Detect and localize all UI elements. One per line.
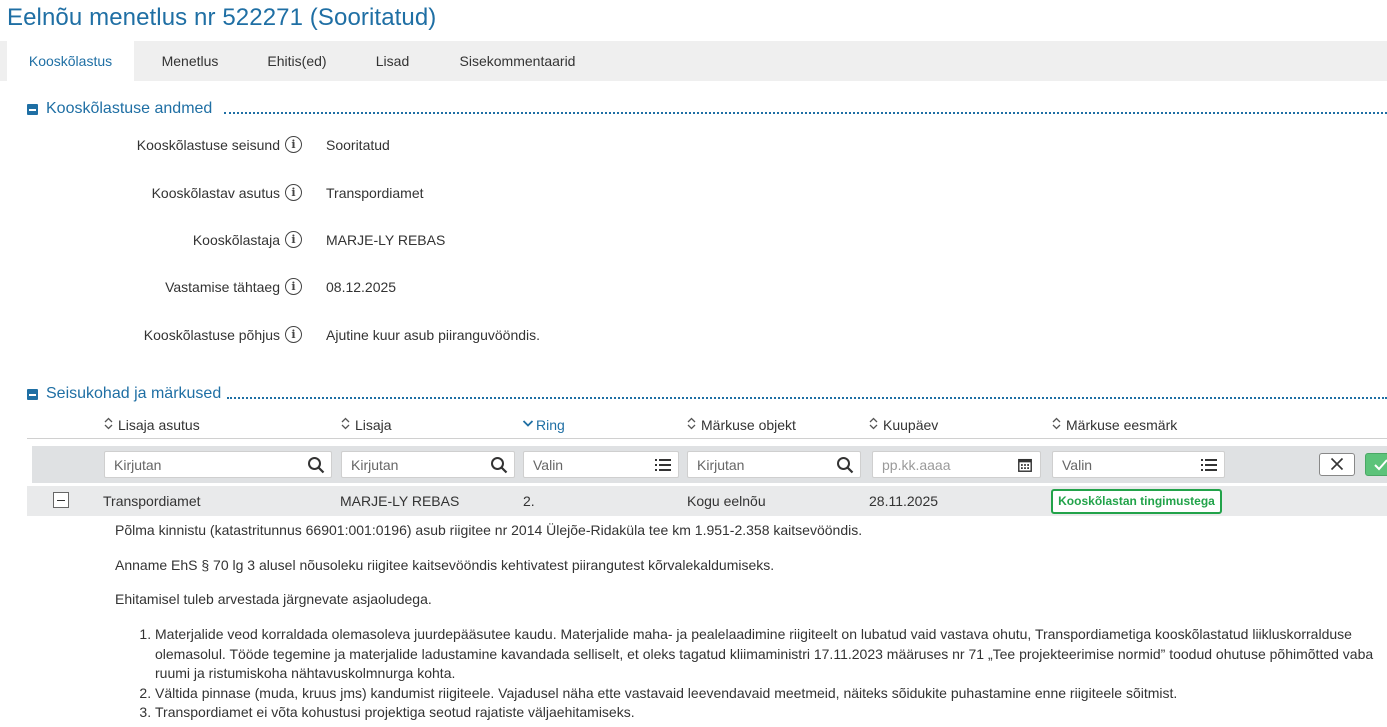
field-label: Kooskõlastuse põhjus [143,327,280,343]
field-value: Ajutine kuur asub piiranguvööndis. [326,327,541,343]
collapse-remarks-button[interactable] [27,389,38,400]
column-header-lisaja[interactable]: Lisaja [341,417,392,433]
cell-kuupaev: 28.11.2025 [869,493,939,509]
filter-kuupaev [872,451,1041,478]
filter-kuupaev-input[interactable] [873,452,1040,477]
sort-icon [687,417,699,433]
check-icon [1366,454,1387,475]
search-icon[interactable] [836,456,854,474]
section-divider [224,112,1387,114]
column-header-ring[interactable]: Ring [522,417,565,433]
table-header [27,414,1387,439]
field-row-kooskolastaja [0,232,1387,254]
list-icon[interactable] [1200,456,1218,474]
field-value: 08.12.2025 [326,279,397,295]
collapse-details-button[interactable] [27,104,38,115]
comment-list [115,625,1385,723]
field-label: Kooskõlastav asutus [151,185,280,201]
apply-filters-button[interactable] [1365,453,1387,476]
sort-icon [341,417,353,433]
column-header-markuse-eesmark[interactable]: Märkuse eesmärk [1052,417,1177,433]
filter-markuse-eesmark-select[interactable] [1053,452,1224,477]
search-icon[interactable] [307,456,325,474]
info-icon[interactable]: i [285,184,302,201]
field-value: Sooritatud [326,137,390,153]
filter-markuse-objekt-input[interactable] [688,452,860,477]
info-icon[interactable]: i [285,326,302,343]
comment-paragraph: Põlma kinnistu (katastritunnus 66901:001:0196) asub riigitee nr 2014 Ülejõe-Ridaküla tee km 1.951-2.358 kaitsevööndis. [115,522,863,538]
calendar-icon[interactable] [1017,457,1033,473]
cell-markuse-objekt: Kogu eelnõu [687,493,766,509]
cell-lisaja: MARJE-LY REBAS [340,493,460,509]
status-badge: Kooskõlastan tingimustega [1051,489,1222,514]
info-icon[interactable]: i [285,136,302,153]
field-value: Transpordiamet [326,185,424,201]
column-header-kuupaev[interactable]: Kuupäev [869,417,938,433]
filter-markuse-objekt [687,451,861,478]
info-icon[interactable]: i [285,231,302,248]
column-header-lisaja-asutus[interactable]: Lisaja asutus [104,417,200,433]
column-header-markuse-objekt[interactable]: Märkuse objekt [687,417,796,433]
field-label: Kooskõlastuse seisund [136,137,280,153]
field-label: Kooskõlastaja [192,232,280,248]
list-item: 1. Materjalide veod korraldada olemasoleva juurdepääsutee kaudu. Materjalide maha- ja pealelaadimine riigiteelt on lubatud vaid vastava ohutu, Transpordiametiga kooskõlastatud liikluskorralduse olemasolul. Tööde tegemine ja materjalide ladustamine kavandada selliselt, et oleks tagatud kliimaministri 17.11.2023 määruses nr 71 „Tee projekteerimise normid” toodud ohutuse põhimõtted vaba ruumi ja ristumiskoha nähtavuskolmnurga kohta. [155,625,1385,684]
tab-ehitised[interactable]: Ehitis(ed) [267,53,327,69]
cell-lisaja-asutus: Transpordiamet [103,493,201,509]
search-icon[interactable] [490,456,508,474]
sort-icon [1052,417,1064,433]
tab-menetlus[interactable]: Menetlus [161,53,219,69]
sort-icon [869,417,881,433]
cell-ring: 2. [523,493,535,509]
section-header-remarks [27,385,1387,405]
chevron-down-icon [522,417,534,433]
filter-ring [523,451,679,478]
filter-markuse-eesmark [1052,451,1225,478]
comment-paragraph: Ehitamisel tuleb arvestada järgnevate asjaoludega. [115,591,432,607]
field-label: Vastamise tähtaeg [165,279,280,295]
sort-icon [104,417,116,433]
filter-lisaja-asutus-input[interactable] [105,452,331,477]
list-icon[interactable] [654,456,672,474]
section-divider [227,397,1387,399]
info-icon[interactable]: i [285,278,302,295]
section-header-details [27,100,1387,120]
filter-lisaja-asutus [104,451,332,478]
tab-kooskolastus[interactable]: Kooskõlastus [7,41,134,81]
page-title: Eelnõu menetlus nr 522271 (Sooritatud) [7,4,437,31]
table-row [27,486,1387,516]
tab-bar [0,41,1387,81]
field-row-seisund [0,137,1387,159]
tab-lisad[interactable]: Lisad [375,53,410,69]
filter-row [32,446,1387,483]
field-row-tahtaeg [0,279,1387,301]
section-title: Seisukohad ja märkused [46,385,222,402]
tab-sisekommentaarid[interactable]: Sisekommentaarid [459,53,576,69]
field-row-pohjus [0,327,1387,349]
collapse-row-button[interactable] [53,492,69,508]
list-item: 3. Transpordiamet ei võta kohustusi projektiga seotud rajatiste väljaehitamiseks. [155,703,1385,723]
filter-lisaja [341,451,515,478]
field-row-asutus [0,185,1387,207]
list-item: 2. Vältida pinnase (muda, kruus jms) kandumist riigiteele. Vajadusel näha ette vastavaid leevendavaid meetmeid, näiteks sõidukite puhastamine enne riigiteele sõitmist. [155,684,1385,704]
section-title: Kooskõlastuse andmed [46,100,213,117]
filter-lisaja-input[interactable] [342,452,514,477]
close-icon [1320,454,1354,475]
field-value: MARJE-LY REBAS [326,232,446,248]
clear-filters-button[interactable] [1319,453,1355,476]
comment-paragraph: Anname EhS § 70 lg 3 alusel nõusoleku riigitee kaitsevööndis kehtivatest piirangutest kõrvalekaldumiseks. [115,557,775,573]
